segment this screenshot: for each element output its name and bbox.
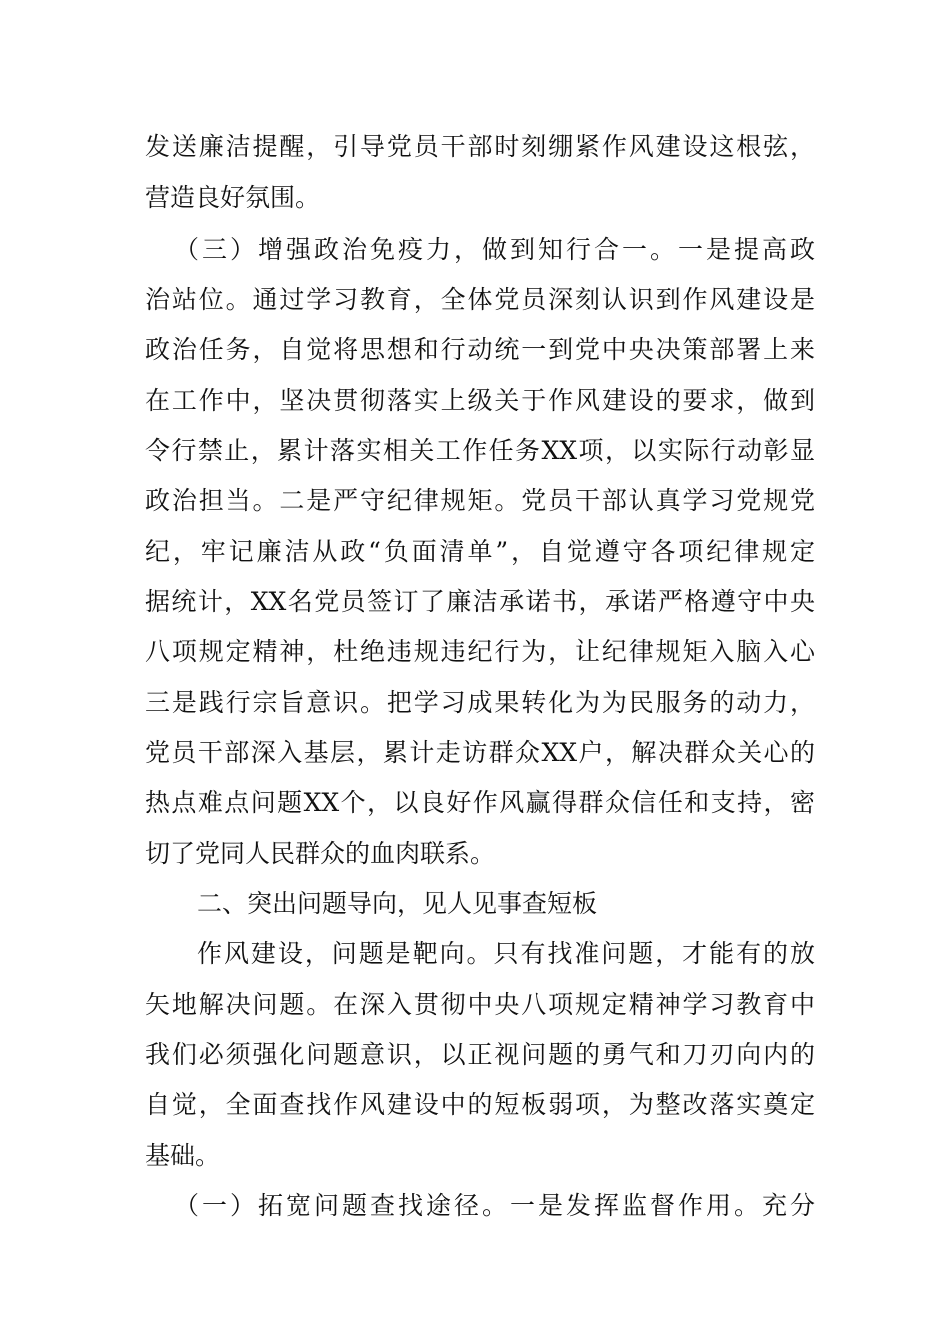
paragraph-line: 自觉，全面查找作风建设中的短板弱项，为整改落实奠定 bbox=[145, 1090, 815, 1119]
paragraph-line: 政治任务，自觉将思想和行动统一到党中央决策部署上来 bbox=[145, 335, 815, 364]
paragraph-line: 基础。 bbox=[145, 1141, 221, 1170]
paragraph-line: 纪，牢记廉洁从政“负面清单”，自觉遵守各项纪律规定 bbox=[145, 537, 815, 566]
section-heading-3: （三）增强政治免疫力，做到知行合一。一是提高政 bbox=[174, 235, 815, 264]
paragraph-line: 作风建设，问题是靶向。只有找准问题，才能有的放 bbox=[197, 939, 815, 968]
paragraph-line: 三是践行宗旨意识。把学习成果转化为为民服务的动力， bbox=[145, 688, 815, 717]
paragraph-line: 营造良好氛围。 bbox=[145, 183, 321, 212]
paragraph-line: 切了党同人民群众的血肉联系。 bbox=[145, 839, 496, 868]
paragraph-line: 令行禁止，累计落实相关工作任务XX项，以实际行动彰显 bbox=[145, 436, 815, 465]
paragraph-line: 政治担当。二是严守纪律规矩。党员干部认真学习党规党 bbox=[145, 486, 815, 515]
paragraph-line: 矢地解决问题。在深入贯彻中央八项规定精神学习教育中 bbox=[145, 990, 815, 1019]
paragraph-line: 治站位。通过学习教育，全体党员深刻认识到作风建设是 bbox=[145, 285, 815, 314]
paragraph-line: 热点难点问题XX个，以良好作风赢得群众信任和支持，密 bbox=[145, 788, 815, 817]
paragraph-line: 八项规定精神，杜绝违规违纪行为，让纪律规矩入脑入心 bbox=[145, 637, 815, 666]
paragraph-line: 我们必须强化问题意识，以正视问题的勇气和刀刃向内的 bbox=[145, 1040, 815, 1069]
section-heading-1: （一）拓宽问题查找途径。一是发挥监督作用。充分 bbox=[174, 1191, 815, 1220]
paragraph-line: 据统计，XX名党员签订了廉洁承诺书，承诺严格遵守中央 bbox=[145, 587, 815, 616]
paragraph-line: 在工作中，坚决贯彻落实上级关于作风建设的要求，做到 bbox=[145, 386, 815, 415]
paragraph-line: 党员干部深入基层，累计走访群众XX户，解决群众关心的 bbox=[145, 738, 815, 767]
paragraph-line: 发送廉洁提醒，引导党员干部时刻绷紧作风建设这根弦， bbox=[145, 132, 815, 161]
section-heading-2: 二、突出问题导向，见人见事查短板 bbox=[197, 889, 598, 918]
